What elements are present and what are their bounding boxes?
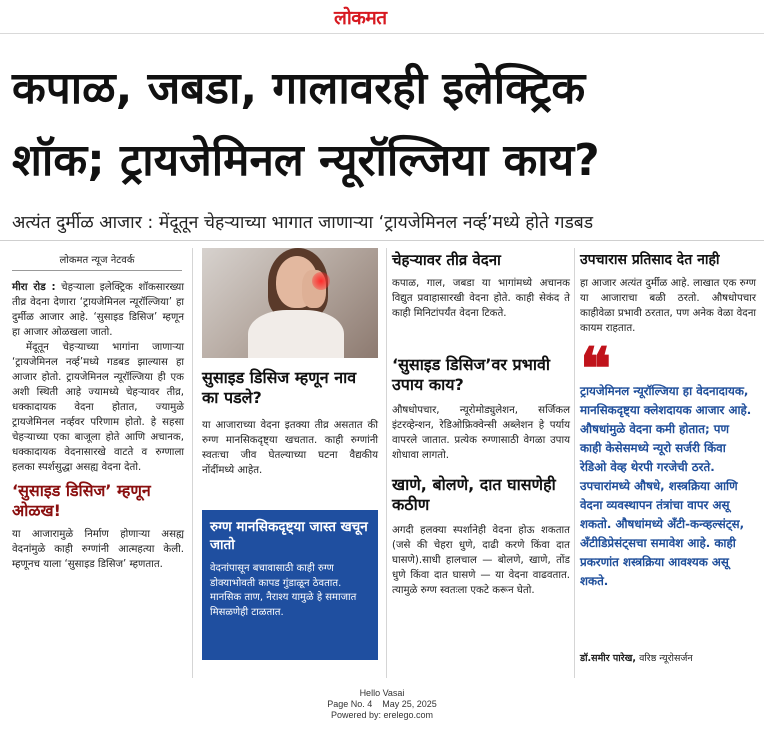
header-divider xyxy=(0,240,764,241)
highlight-box-text: वेदनांपासून बचावासाठी काही रुग्ण डोक्याभोवती कापड गुंडाळून ठेवतात. मानसिक ताण, नैराश्य यामुळे हे समाजात मिसळणेही टाळतात. xyxy=(210,563,357,618)
byline: लोकमत न्यूज नेटवर्क xyxy=(12,252,182,271)
lokmat-logo: लोकमत xyxy=(334,7,387,29)
article-paragraph: मीरा रोड : चेहऱ्याला इलेक्ट्रिक शॉकसारख्या तीव्र वेदना देणारा ‘ट्रायजेमिनल न्यूरॉल्जिया’ हा दुर्मीळ आजार आहे. ‘सुसाइड डिसिज’ म्हणून हा आजार ओळखला जातो. xyxy=(12,282,184,338)
edition-name: Hello Vasai xyxy=(359,688,405,698)
headline-line-2: शॉक; ट्रायजेमिनल न्यूरॉल्जिया काय? xyxy=(12,135,600,186)
powered-by: Powered by: erelego.com xyxy=(330,710,434,720)
subheadline: अत्यंत दुर्मीळ आजार : मेंदूतून चेहऱ्याच्या भागात जाणाऱ्या ‘ट्रायजेमिनल नर्व्ह’मध्ये होते गडबड xyxy=(12,213,594,233)
section-heading: ‘सुसाइड डिसिज’ म्हणून ओळख! xyxy=(12,481,151,520)
section-heading: उपचारास प्रतिसाद देत नाही xyxy=(580,252,720,268)
quote-mark-icon: ❝ xyxy=(580,335,612,403)
highlight-box xyxy=(202,510,378,660)
column-3 xyxy=(392,250,570,598)
column-divider xyxy=(574,248,575,678)
pain-glow-icon xyxy=(312,272,330,290)
section-heading: सुसाइड डिसिज म्हणून नाव का पडले? xyxy=(202,368,357,407)
page-info xyxy=(0,699,764,710)
quote-author xyxy=(580,651,760,664)
page-footer xyxy=(0,688,764,721)
article-paragraph: हा आजार अत्यंत दुर्मीळ आहे. लाखात एक रुग्ण या आजाराचा बळी ठरतो. औषधोपचार काहीवेळा प्रभावी ठरतात, पण अनेक वेळा वेदना कायम राहतात. xyxy=(580,278,756,334)
section-heading: खाणे, बोलणे, दात घासणेही कठीण xyxy=(392,475,556,514)
pain-photo xyxy=(202,248,378,358)
article-paragraph: या आजारामुळे निर्माण होणाऱ्या असह्य वेदनांमुळे काही रुग्णांनी आत्महत्या केली. म्हणूनच याला ‘सुसाइड डिसिज’ म्हणतात. xyxy=(12,529,184,570)
article-paragraph: अगदी हलक्या स्पर्शानेही वेदना होऊ शकतात (जसे की चेहरा धुणे, दाढी करणे किंवा दात घासणे).साधी हालचाल — बोलणे, खाणे, तोंड धुणे किंवा दात घासणे — या वेदना वाढवतात. त्यामुळे रुग्ण स्वतःला एकटे करून घेतो. xyxy=(392,525,570,596)
highlight-box-heading: रुग्ण मानसिकदृष्ट्या जास्त खचून जातो xyxy=(210,519,368,553)
column-2 xyxy=(202,368,378,478)
author-name: डॉ.समीर पारेख, xyxy=(580,653,637,664)
column-1 xyxy=(12,280,184,572)
page-number: Page No. 4 xyxy=(327,699,373,709)
expert-quote: ट्रायजेमिनल न्यूरॉल्जिया हा वेदनादायक, मानसिकदृष्ट्या क्लेशदायक आजार आहे. औषधांमुळे वेदना कमी होतात; पण काही केसेसमध्ये न्यूरो सर्जरी किंवा रेडिओ वेव्ह थेरपी गरजेची ठरते. उपचारांमध्ये औषधे, शस्त्रक्रिया आणि वेदना व्यवस्थापन तंत्रांचा वापर असू शकतो. औषधांमध्ये अँटी-कन्व्हल्संट्स, अँटीडिप्रेसंट्सचा समावेश आहे. काही प्रकरणांत शस्त्रक्रिया आवश्यक असू शकते. xyxy=(580,384,752,588)
column-4 xyxy=(580,250,756,336)
column-divider xyxy=(192,248,193,678)
section-heading: चेहऱ्यावर तीव्र वेदना xyxy=(392,251,501,269)
headline-line-1: कपाळ, जबडा, गालावरही इलेक्ट्रिक xyxy=(12,63,586,114)
dateline: मीरा रोड : xyxy=(12,282,56,293)
column-divider xyxy=(386,248,387,678)
article-paragraph: कपाळ, गाल, जबडा या भागांमध्ये अचानक विद्युत प्रवाहासारखी वेदना होते. काही सेकंद ते काही मिनिटांपर्यंत वेदना टिकते. xyxy=(392,278,570,319)
section-heading: ‘सुसाइड डिसिज’वर प्रभावी उपाय काय? xyxy=(392,355,551,394)
article-paragraph: औषधोपचार, न्यूरोमोड्युलेशन, सर्जिकल इंटरव्हेन्शन, रेडिओफ्रिक्वेन्सी अब्लेशन हे पर्याय वापरले जातात. प्रत्येक रुग्णासाठी वेगळा उपाय शोधावा लागतो. xyxy=(392,405,570,461)
article-paragraph: या आजाराच्या वेदना इतक्या तीव्र असतात की रुग्ण मानसिकदृष्ट्या खचतात. काही रुग्णांनी स्वतःचा जीव घेतल्याच्या घटना वैद्यकीय नोंदींमध्ये आहेत. xyxy=(202,420,378,476)
article-paragraph: मेंदूतून चेहऱ्याच्या भागांना जाणाऱ्या ‘ट्रायजेमिनल नर्व्ह’मध्ये गडबड झाल्यास हा आजार होतो. ट्रायजेमिनल न्यूरॉल्जिया ही एक अशी स्थिती आहे ज्यामध्ये चेहऱ्यावर तीव्र, धक्कादायक वेदना होतात, ज्यामुळे ट्रायजेमिनल नर्व्हवर परिणाम होतो. हे सहसा चेहऱ्याच्या एका बाजूला होते आणि अचानक, धक्कादायक वेदनासारखे वाटते व रुग्णाला हलका स्पर्शसुद्धा असह्य वेदना देतो. xyxy=(12,342,184,473)
masthead xyxy=(0,0,764,34)
page-date: May 25, 2025 xyxy=(382,699,437,709)
author-title: वरिष्ठ न्यूरोसर्जन xyxy=(639,653,693,664)
